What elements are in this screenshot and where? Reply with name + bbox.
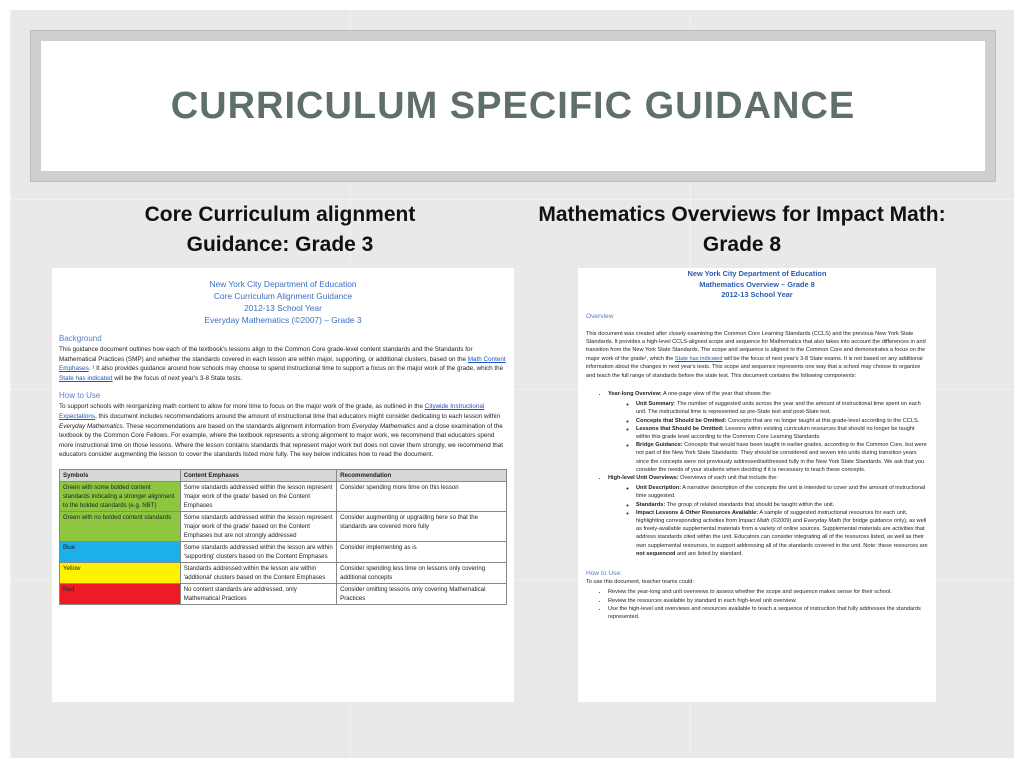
left-doc-header-line: 2012-13 School Year	[244, 303, 322, 313]
text-run: Year-long Overview:	[608, 390, 662, 397]
table-cell-symbol: Yellow	[60, 562, 181, 583]
table-cell-emphases: Some standards addressed within the lesson represent 'major work of the grade' based on the Content Emphases	[180, 481, 336, 511]
table-cell-recommendation: Consider spending less time on lessons only covering additional concepts	[337, 562, 507, 583]
list-item	[636, 400, 928, 416]
table-cell-symbol: Green with some bolded content standards indicating a stronger alignment to the bolded standards (e.g. NBT)	[60, 481, 181, 511]
text-run: Everyday Mathematics	[59, 422, 123, 430]
right-doc-howto-intro: To use this document, teacher teams could:	[586, 579, 694, 585]
left-doc-header-line: New York City Department of Education	[209, 279, 357, 289]
right-doc-header	[586, 269, 928, 301]
left-doc-header	[59, 278, 507, 326]
list-item	[636, 417, 928, 425]
right-doc-header-line: 2012-13 School Year	[721, 290, 793, 299]
howto-list	[586, 588, 928, 621]
text-run: not sequenced	[636, 550, 676, 557]
list-item	[608, 390, 928, 474]
text-run: (©2009) and	[769, 517, 804, 524]
state-has-indicated-link[interactable]: State has indicated	[59, 374, 113, 382]
text-run: A sample of suggested instructional resources for each unit, highlighting corresponding activities from	[636, 509, 908, 524]
text-run: Unit Summary	[636, 401, 674, 408]
list-item	[636, 484, 928, 500]
state-has-indicated-link[interactable]: State has indicated	[674, 355, 723, 362]
list-item: • Review the resources available by standard in each high-level unit overview.	[608, 597, 928, 605]
list-item	[608, 474, 928, 558]
table-cell-emphases: Some standards addressed within the lesson represent 'major work of the grade' based on the Content Emphases but are not strongly addressed	[180, 511, 336, 541]
text-run: The group of related standards that should be taught within the unit.	[665, 501, 835, 508]
table-cell-recommendation: Consider augmenting or upgrading here so that the standards are covered more fully	[337, 511, 507, 541]
list-item	[636, 425, 928, 441]
text-run: Impact Math	[738, 517, 770, 524]
table-row	[60, 541, 507, 562]
title-band	[30, 30, 996, 182]
right-heading: Mathematics Overviews for Impact Math: Grade 8	[538, 203, 946, 256]
text-run: and are listed by standard.	[675, 550, 743, 557]
text-run: . ¹ It also provides guidance around how schools may choose to spend instructional time to support a focus on the major work of the grade, which the	[88, 365, 504, 373]
text-run: . These recommendations are based on the standards alignment information from	[122, 422, 352, 430]
key-table	[59, 469, 507, 605]
text-run: Impact Lessons & Other Resources Available:	[636, 509, 759, 516]
right-doc-overview-heading: Overview	[586, 312, 614, 320]
text-run: Concepts that are no longer taught at this grade-level according to the CCLS.	[726, 417, 920, 424]
left-doc-header-line: Everyday Mathematics (©2007) – Grade 3	[204, 315, 362, 325]
table-cell-symbol: Blue	[60, 541, 181, 562]
text-run: Everyday Mathematics	[351, 422, 416, 430]
table-cell-emphases: Some standards addressed within the lesson are within 'supporting' clusters based on the Content Emphases	[180, 541, 336, 562]
right-doc-header-line: New York City Department of Education	[687, 269, 827, 278]
right-doc-overview-paragraph	[586, 330, 928, 380]
left-doc-howto-paragraph	[59, 402, 507, 460]
slide-title: CURRICULUM SPECIFIC GUIDANCE	[170, 84, 856, 127]
list-item: • Use the high-level unit overviews and resources available to teach a sequence of instruction that fully addresses the standards represented.	[608, 605, 928, 621]
text-run: : The number of suggested units across the year and the amount of instructional time spent on each unit. The instructional time is represented as pre-State test and post-State test.	[636, 401, 921, 416]
list-item	[636, 441, 928, 474]
text-run: Lessons that Should be Omitted:	[636, 425, 724, 432]
text-run: Bridge Guidance:	[636, 442, 683, 449]
text-run: will be the focus of next year's 3-8 State tests.	[112, 374, 243, 382]
math-content-emphases-link[interactable]: Math Content Emphases	[59, 355, 506, 373]
list-item	[636, 501, 928, 509]
text-run: High-level Unit Overviews:	[608, 474, 679, 481]
table-row	[60, 583, 507, 604]
left-heading: Core Curriculum alignment Guidance: Grade 3	[144, 203, 416, 256]
table-header: Symbols	[60, 469, 181, 481]
text-run: Overviews of each unit that include the:	[678, 474, 778, 481]
table-cell-symbol: Green with no bolded content standards	[60, 511, 181, 541]
text-run: Concepts that Should be Omitted:	[636, 417, 727, 424]
text-run: Unit Description:	[636, 485, 682, 492]
high-level-sublist	[608, 484, 928, 558]
text-run: Lessons within existing curriculum resources that should no longer be taught within this grade level according to the Common Core Learning Standards.	[636, 425, 915, 440]
table-row	[60, 562, 507, 583]
text-run: This document was created after closely examining the Common Core Learning Standards (CCLS) and the previous New York State Standards. It provides a high-level CCLS-aligned scope and sequence for Mathematics that also takes into account the differences in and transition from the New York State Standards. The scope and sequence is aligned to the Common Core and demonstrates a focus on the major work of the grade¹, which the	[586, 330, 926, 362]
text-run: This guidance document outlines how each of the textbook's lessons align to the Common Core grade-level content standards and the Standards for Mathematical Practices (SMP) and whether the standards covered in each lesson are within major, supporting, or additional clusters, based on the	[59, 346, 473, 363]
left-doc-howto-heading: How to Use	[59, 391, 101, 401]
left-doc-background-heading: Background	[59, 334, 102, 343]
left-doc-background-paragraph	[59, 345, 507, 383]
right-doc-header-line: Mathematics Overview – Grade 8	[699, 279, 815, 289]
text-run: Standards:	[636, 501, 666, 508]
text-run: , this document includes recommendations around the amount of instructional time that educators might consider dedicating to each lesson within	[95, 412, 501, 420]
text-run: To support schools with reorganizing math content to allow for more time to focus on the major work of the grade, as outlined in the	[59, 403, 425, 411]
title-box	[41, 41, 985, 171]
table-cell-recommendation: Consider omitting lessons only covering Mathematical Practices	[337, 583, 507, 604]
left-document-image	[52, 268, 514, 702]
year-long-sublist	[608, 400, 928, 474]
text-run: and a close examination of the textbook by the Common Core Fellows. For example, where the textbook represents a strong alignment to major work, we recommend that educators spend more instructional time on those lessons. Where the lesson contains standards that represent major work but does not cover them strongly, we recommend that educators consider augmenting the lesson to cover the standards listed more fully. The key below indicates how to read the document.	[59, 422, 504, 459]
list-item	[636, 509, 928, 558]
text-run: Concepts that would have been taught in earlier grades, according to the Common Core, but were not part of the New York State Standards. They should be considered and woven into units during transition years since the concepts were not previously addressed/addressed fully in the New York State Standards. We ask that you consider the needs of your students when deciding if it is necessary to teach these concepts.	[636, 442, 927, 473]
table-header: Content Emphases	[180, 469, 336, 481]
text-run: will be the focus of next year's 3-8 State exams. It is not based on any additional information about the changes in next year's tests. This scope and sequence represents one way that a school may choose to organize and teach the full range of standards before the state test. This document contains the following components:	[586, 355, 923, 379]
table-cell-recommendation: Consider implementing as is	[337, 541, 507, 562]
right-document-image	[578, 268, 936, 702]
text-run: (for bridge guidance only), as well as freely-available supplemental materials from a variety of online sources. Supplemental materials are activities that address standards cited within the unit. Educators can consider integrating all of the resources listed, as well as their own supplemental resources, to support addressing all of the standards covered in the unit. Note: these resources are	[636, 517, 928, 549]
table-cell-symbol: Red	[60, 583, 181, 604]
table-row	[60, 481, 507, 511]
key-table-header-row	[60, 469, 507, 481]
text-run: Everyday Math	[803, 517, 841, 524]
right-doc-howto-heading: How to Use:	[586, 570, 622, 577]
components-list	[586, 390, 928, 558]
left-doc-header-line: Core Curriculum Alignment Guidance	[213, 291, 353, 301]
citywide-instructional-expectations-link[interactable]: Citywide Instructional Expectations	[59, 403, 485, 420]
table-cell-recommendation: Consider spending more time on this lesson	[337, 481, 507, 511]
table-row	[60, 511, 507, 541]
table-cell-emphases: Standards addressed within the lesson are within 'additional' clusters based on the Content Emphases	[180, 562, 336, 583]
text-run: A narrative description of the concepts the unit is intended to cover and the amount of instructional time suggested.	[636, 485, 926, 500]
text-run: A one-page view of the year that shows the:	[661, 390, 772, 397]
table-cell-emphases: No content standards are addressed, only Mathematical Practices	[180, 583, 336, 604]
list-item: • Review the year-long and unit overviews to assess whether the scope and sequence makes sense for their school.	[608, 588, 928, 596]
table-header: Recommendation	[337, 469, 507, 481]
